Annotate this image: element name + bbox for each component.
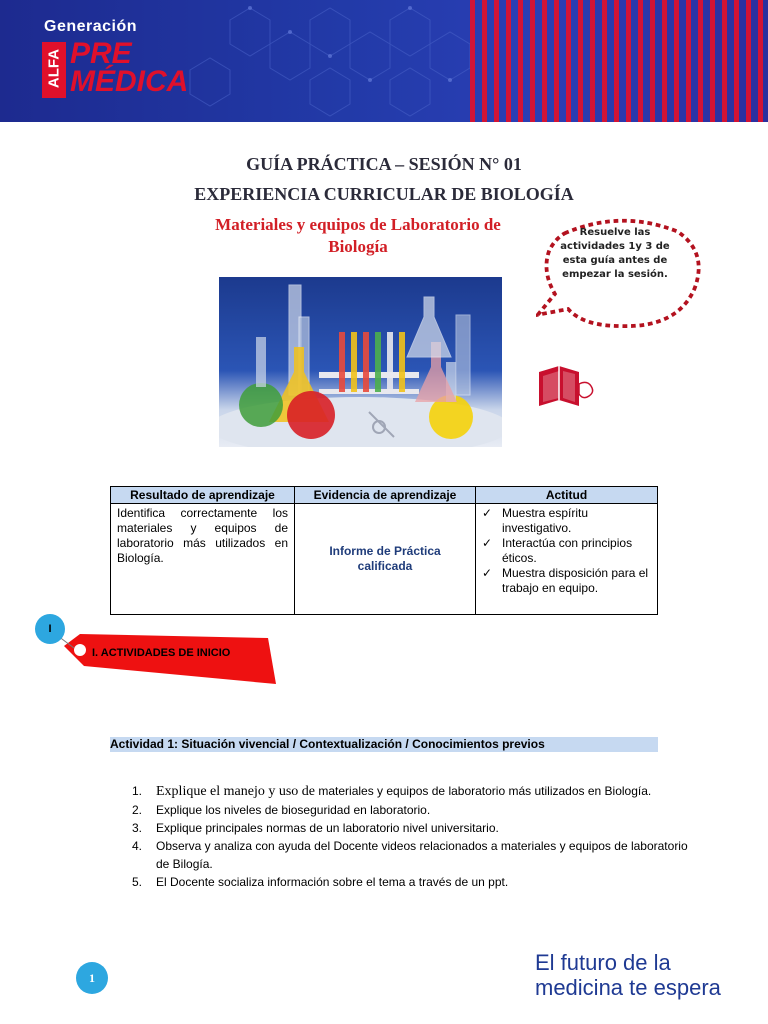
table-row — [111, 504, 658, 615]
bubble-line-3: esta guía antes de — [562, 255, 668, 266]
section-title: I. ACTIVIDADES DE INICIO — [92, 647, 231, 659]
bubble-line-2: actividades 1y 3 de — [560, 241, 670, 252]
header-resultado: Resultado de aprendizaje — [111, 487, 295, 504]
actitud-list — [482, 506, 651, 596]
list-item — [132, 837, 692, 873]
actitud-item: ✓ Muestra disposición para el trabajo en equipo. — [502, 566, 651, 596]
logo-generacion: Generación — [44, 18, 138, 35]
tagline-line-1: El futuro de la — [535, 950, 671, 975]
list-item — [132, 873, 692, 891]
list-text: Observa y analiza con ayuda del Docente videos relacionados a materiales y equipos de laboratorio de Bilogía. — [156, 839, 688, 871]
list-text: materiales y equipos de laboratorio más utilizados en Biología. — [315, 784, 652, 798]
list-text: Explique los niveles de bioseguridad en laboratorio. — [156, 803, 431, 817]
bubble-text — [560, 226, 670, 282]
red-stripes — [470, 0, 768, 122]
header-actitud: Actitud — [476, 487, 658, 504]
laboratory-glassware-photo — [219, 277, 502, 447]
glassware-illustration — [219, 277, 502, 447]
table-header-row — [111, 487, 658, 504]
session-subtitle — [200, 214, 516, 258]
cell-resultado: Identifica correctamente los materiales y equipos de laboratorio más utilizados en Biología. — [111, 504, 295, 615]
logo-alfa-text: ALFA — [45, 48, 63, 89]
list-number: 3. — [132, 821, 143, 835]
list-text: Explique principales normas de un laboratorio nivel universitario. — [156, 821, 499, 835]
logo-medica: MÉDICA — [70, 65, 189, 98]
learning-outcomes-table — [110, 486, 658, 615]
page-number: 1 — [76, 962, 108, 994]
subtitle-line-1: Materiales y equipos de Laboratorio de — [215, 215, 501, 234]
list-number: 1. — [132, 784, 143, 798]
course-title: EXPERIENCIA CURRICULAR DE BIOLOGÍA — [194, 184, 574, 204]
actitud-item: ✓ Muestra espíritu investigativo. — [502, 506, 651, 536]
list-item — [132, 819, 692, 837]
activity-list — [132, 782, 692, 891]
list-text: El Docente socializa información sobre el tema a través de un ppt. — [156, 875, 509, 889]
subtitle-line-2: Biología — [328, 237, 388, 256]
logo-pre: PRE — [70, 37, 132, 70]
header-evidencia: Evidencia de aprendizaje — [295, 487, 476, 504]
cell-actitud — [476, 504, 658, 615]
activity-title: Actividad 1: Situación vivencial / Contextualización / Conocimientos previos — [110, 737, 658, 752]
page-title: GUÍA PRÁCTICA – SESIÓN N° 01 — [246, 154, 522, 174]
bubble-line-4: empezar la sesión. — [562, 269, 668, 280]
actitud-item: ✓ Interactúa con principios éticos. — [502, 536, 651, 566]
section-number-circle: I — [35, 614, 65, 644]
header-banner — [0, 0, 768, 122]
hand-icon — [579, 382, 593, 397]
list-item — [132, 782, 692, 801]
bubble-line-1: Resuelve las — [579, 227, 651, 238]
cell-evidencia: Informe de Práctica calificada — [295, 504, 476, 615]
footer-tagline — [535, 950, 721, 1000]
list-number: 4. — [132, 839, 143, 853]
list-number: 2. — [132, 803, 143, 817]
logo-alfa-block — [42, 42, 66, 98]
list-number: 5. — [132, 875, 143, 889]
book-icon — [535, 362, 597, 410]
list-item — [132, 801, 692, 819]
list-text-serif: Explique el manejo y uso de — [156, 784, 316, 799]
tagline-line-2: medicina te espera — [535, 975, 721, 1000]
